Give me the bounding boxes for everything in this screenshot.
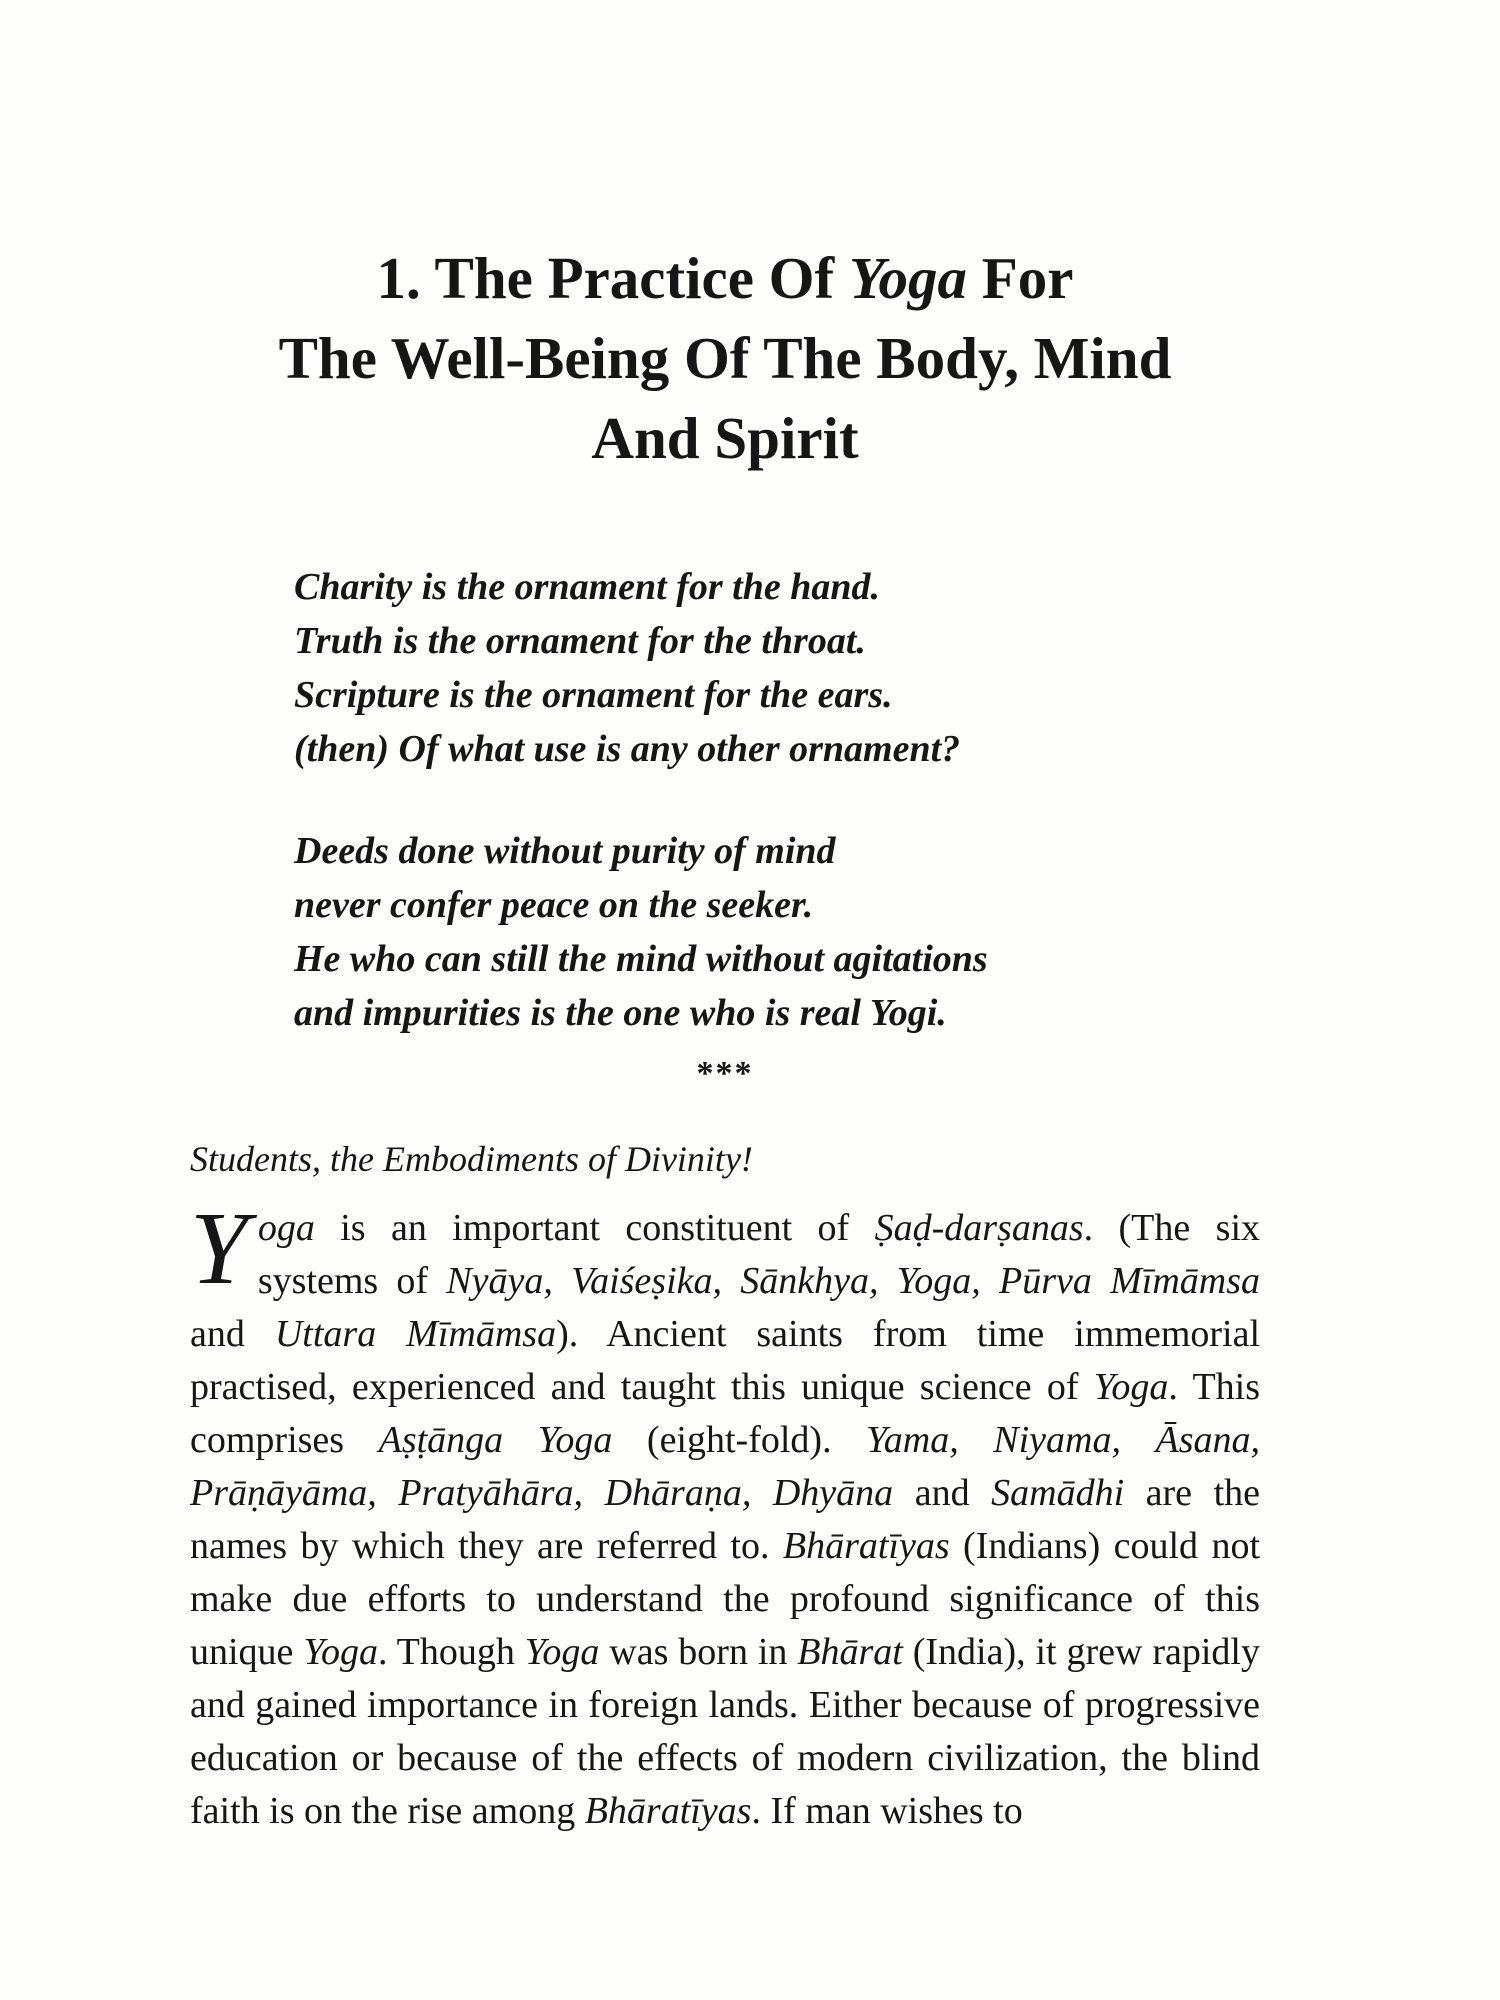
verse-line: Charity is the ornament for the hand. [294, 566, 880, 608]
verse-stanza-1 [294, 560, 1260, 776]
text-run: . If man wishes to [751, 1790, 1023, 1832]
text-run: is an important constituent of [314, 1207, 875, 1249]
italic-term: oga [257, 1207, 315, 1249]
verse-line: never confer peace on the seeker. [294, 884, 814, 926]
italic-term: Yoga [524, 1631, 600, 1673]
chapter-title-line-2: The Well-Being Of The Body, Mind [278, 325, 1172, 391]
italic-term: Bhāratīyas [584, 1790, 752, 1832]
italic-term: Aṣṭānga Yoga [378, 1419, 613, 1461]
verse-line: Scripture is the ornament for the ears. [294, 674, 893, 716]
chapter-title-line-1: 1. The Practice Of Yoga For [376, 245, 1074, 311]
text-run: are the names by which they are referred to. [190, 1472, 1261, 1567]
verse-stanza-2 [294, 824, 1260, 1040]
chapter-title [190, 0, 1260, 478]
italic-term: Samādhi [991, 1472, 1125, 1514]
text-run: ). Ancient saints from time immemorial practised, experienced and taught this unique science of [190, 1313, 1261, 1408]
verse-line: Truth is the ornament for the throat. [294, 620, 866, 662]
chapter-title-line-3: And Spirit [591, 405, 859, 471]
drop-cap: Y [190, 1191, 248, 1306]
italic-term: Nyāya, Vaiśeṣika, Sānkhya, Yoga, Pūrva Mīmāmsa [446, 1260, 1260, 1302]
text-run: . This comprises [190, 1366, 1260, 1461]
body-paragraph-text [190, 1191, 1261, 1832]
italic-term: Yoga [303, 1631, 378, 1673]
text-run: . (The six systems of [257, 1207, 1260, 1302]
text-run: and [893, 1472, 992, 1514]
body-paragraph [190, 1191, 1261, 1838]
verse-line: Deeds done without purity of mind [294, 830, 836, 872]
section-separator: *** [696, 1055, 754, 1092]
text-run: was born in [599, 1631, 798, 1673]
italic-term: Bhārat [797, 1631, 903, 1673]
italic-term: Ṣaḍ-darṣanas [874, 1207, 1084, 1249]
italic-term: Yama, Niyama, Āsana, Prāṇāyāma, Pratyāhāra, Dhāraṇa, Dhyāna [190, 1419, 1261, 1514]
verse-line: and impurities is the one who is real Yogi. [294, 992, 947, 1034]
verse-line: He who can still the mind without agitations [294, 938, 988, 980]
epigraph-verses [190, 560, 1260, 1040]
italic-term: Yoga [1093, 1366, 1169, 1408]
text-run: . Though [377, 1631, 525, 1673]
text-run: and [190, 1313, 275, 1355]
text-run: (India), it grew rapidly and gained importance in foreign lands. Either because of progressive education or because of the effects of modern civilization, the blind faith is on the rise among [190, 1631, 1260, 1832]
italic-term: Bhāratīyas [782, 1525, 950, 1567]
text-run: (Indians) could not make due efforts to understand the profound significance of this unique [190, 1525, 1261, 1673]
salutation: Students, the Embodiments of Divinity! [190, 1139, 753, 1179]
verse-line: (then) Of what use is any other ornament? [294, 728, 961, 770]
italic-term: Uttara Mīmāmsa [274, 1313, 557, 1355]
chapter-title-yoga-italic: Yoga [848, 245, 967, 311]
text-run: (eight-fold). [612, 1419, 867, 1461]
